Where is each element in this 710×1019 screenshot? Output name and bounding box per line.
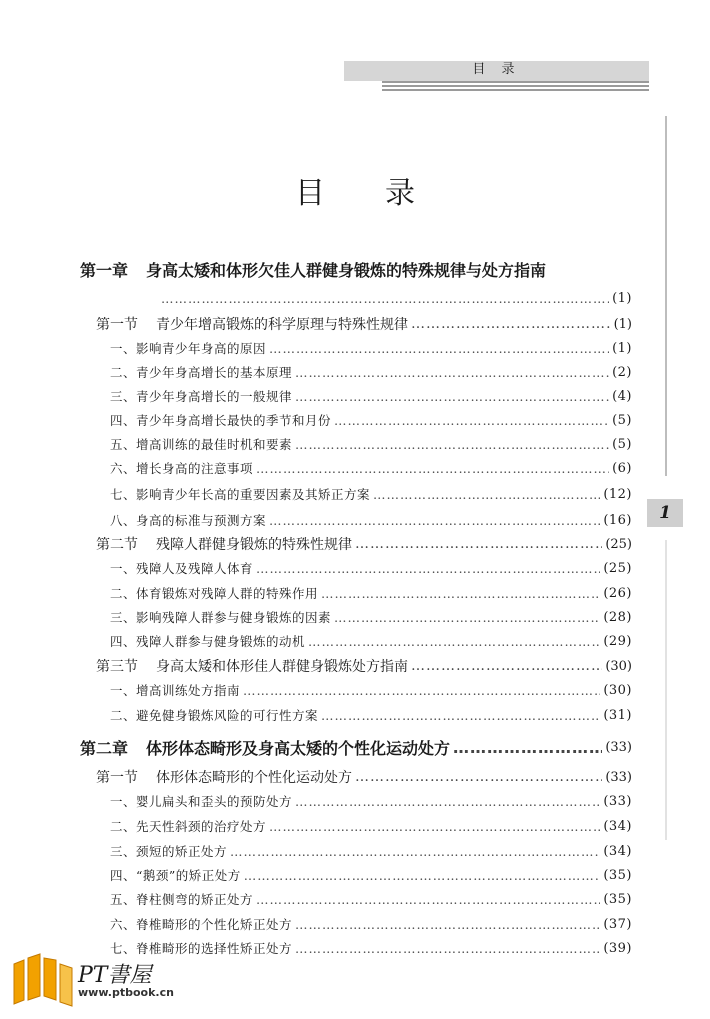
toc-number: 第一节: [96, 317, 138, 333]
toc-title: 三、影响残障人群参与健身锻炼的因素: [110, 610, 332, 625]
toc-entry: [110, 679, 632, 701]
leader-dots: [295, 794, 600, 809]
toc-title: 六、增长身高的注意事项: [110, 461, 254, 476]
leader-dots: [269, 341, 609, 356]
toc-page-number: (30): [605, 658, 632, 674]
toc-page-number: (12): [603, 486, 632, 502]
leader-dots: [269, 513, 600, 528]
leader-dots: [355, 769, 602, 785]
toc-entry: [110, 509, 632, 531]
toc-page-number: (25): [605, 536, 632, 552]
toc-title: 五、增高训练的最佳时机和要素: [110, 437, 293, 452]
toc-page-number: (35): [603, 891, 632, 907]
toc-number: 第二章: [80, 738, 129, 758]
toc-entry: [110, 582, 632, 604]
leader-dots: [256, 561, 600, 576]
toc-title: 体形体态畸形及身高太矮的个性化运动处方: [146, 738, 451, 758]
toc-entry: [110, 433, 632, 455]
toc-text: [110, 559, 253, 577]
toc-text: [110, 584, 318, 602]
toc-page-number: (30): [603, 682, 632, 698]
leader-dots: [295, 917, 600, 932]
toc-title: 身高太矮和体形佳人群健身锻炼处方指南: [156, 659, 408, 675]
toc-entry: [110, 361, 632, 383]
toc-text: [110, 890, 253, 908]
toc-page-number: (25): [603, 560, 632, 576]
toc-entry: [158, 287, 632, 309]
toc-text: [110, 485, 370, 503]
toc-title: 一、影响青少年身高的原因: [110, 341, 267, 356]
toc-page-number: (2): [612, 364, 632, 380]
margin-rule-lower: [665, 540, 667, 840]
toc-entry: [110, 385, 632, 407]
leader-dots: [411, 316, 611, 332]
toc-title: 体形体态畸形的个性化运动处方: [156, 770, 352, 786]
toc-title: 二、体育锻炼对残障人群的特殊作用: [110, 586, 319, 601]
toc-section: [96, 655, 632, 677]
leader-dots: [243, 683, 600, 698]
toc-text: [110, 387, 292, 405]
leader-dots: [161, 291, 609, 306]
toc-title: 四、残障人群参与健身锻炼的动机: [110, 634, 306, 649]
toc-number: 第一章: [80, 260, 129, 280]
toc-title: 六、脊椎畸形的个性化矫正处方: [110, 917, 293, 932]
leader-dots: [308, 634, 600, 649]
toc-page-number: (28): [603, 609, 632, 625]
toc-chapter: [80, 258, 632, 280]
toc-title: 残障人群健身锻炼的特殊性规律: [156, 537, 352, 553]
toc-entry: [110, 457, 632, 479]
toc-text: [110, 511, 266, 529]
toc-page-number: (37): [603, 916, 632, 932]
leader-dots: [334, 413, 609, 428]
toc-page-number: (35): [603, 867, 632, 883]
toc-entry: [110, 864, 632, 886]
toc-page-number: (34): [603, 843, 632, 859]
toc-page-number: (1): [612, 340, 632, 356]
toc-text: [110, 706, 318, 724]
toc-title: 一、增高训练处方指南: [110, 683, 241, 698]
toc-entry: [110, 337, 632, 359]
toc-page-number: (34): [603, 818, 632, 834]
toc-text: [110, 681, 240, 699]
leader-dots: [321, 708, 600, 723]
toc-title: 七、脊椎畸形的选择性矫正处方: [110, 941, 293, 956]
toc-chapter: [80, 736, 632, 758]
toc-title: 八、身高的标准与预测方案: [110, 513, 267, 528]
toc-number: 第三节: [96, 659, 138, 675]
toc-title: 四、“鹅颈”的矫正处方: [110, 868, 241, 883]
toc-text: [110, 459, 253, 477]
toc-page-number: (6): [612, 460, 632, 476]
toc-entry: [110, 888, 632, 910]
leader-dots: [230, 844, 600, 859]
leader-dots: [244, 868, 601, 883]
toc-title: 七、影响青少年长高的重要因素及其矫正方案: [110, 487, 371, 502]
toc-title: 三、颈短的矫正处方: [110, 844, 228, 859]
toc-page-number: (5): [612, 436, 632, 452]
leader-dots: [295, 941, 600, 956]
toc-page-number: (1): [613, 316, 632, 332]
leader-dots: [334, 610, 600, 625]
toc-text: [110, 435, 292, 453]
toc-text: [96, 656, 408, 676]
toc-text: [96, 767, 352, 787]
toc-text: [80, 258, 546, 281]
toc-page-number: (33): [605, 739, 632, 755]
toc-number: 第二节: [96, 537, 138, 553]
toc-text: [110, 842, 227, 860]
toc-text: [80, 736, 450, 759]
toc-title: 二、避免健身锻炼风险的可行性方案: [110, 708, 319, 723]
toc-entry: [110, 913, 632, 935]
toc-entry: [110, 483, 632, 505]
leader-dots: [256, 461, 609, 476]
running-header: 目 录: [472, 62, 521, 77]
toc-page-number: (31): [603, 707, 632, 723]
leader-dots: [453, 738, 602, 757]
toc-text: [110, 632, 305, 650]
toc-section: [96, 313, 632, 335]
toc-page-number: (5): [612, 412, 632, 428]
page-title: 目录: [295, 176, 475, 211]
toc-page-number: (39): [603, 940, 632, 956]
watermark-name: PT書屋: [78, 963, 152, 988]
toc-text: [110, 915, 292, 933]
toc-text: [96, 534, 352, 554]
toc-entry: [110, 790, 632, 812]
toc-text: [110, 363, 292, 381]
toc-title: 二、先天性斜颈的治疗处方: [110, 819, 267, 834]
leader-dots: [295, 365, 609, 380]
toc-entry: [110, 815, 632, 837]
toc-page-number: (26): [603, 585, 632, 601]
toc-text: [110, 608, 331, 626]
toc-page-number: (4): [612, 388, 632, 404]
toc-entry: [110, 840, 632, 862]
leader-dots: [295, 437, 609, 452]
header-stripes: [382, 81, 649, 93]
toc-entry: [110, 557, 632, 579]
toc-entry: [110, 630, 632, 652]
toc-page-number: (1): [612, 290, 632, 306]
toc-text: [110, 792, 292, 810]
toc-section: [96, 533, 632, 555]
toc-number: 第一节: [96, 770, 138, 786]
toc-text: [110, 411, 331, 429]
toc-entry: [110, 409, 632, 431]
toc-page-number: (33): [605, 769, 632, 785]
toc-text: [110, 817, 266, 835]
toc-title: 五、脊柱侧弯的矫正处方: [110, 892, 254, 907]
toc-title: 三、青少年身高增长的一般规律: [110, 389, 293, 404]
leader-dots: [411, 658, 602, 674]
leader-dots: [295, 389, 609, 404]
toc-text: [96, 314, 408, 334]
toc-title: 一、婴儿扁头和歪头的预防处方: [110, 794, 293, 809]
toc-page-number: (16): [603, 512, 632, 528]
toc-entry: [110, 704, 632, 726]
leader-dots: [256, 892, 600, 907]
leader-dots: [355, 536, 602, 552]
toc-title: 身高太矮和体形欠佳人群健身锻炼的特殊规律与处方指南: [146, 260, 547, 280]
page-number-tab: 1: [647, 499, 683, 527]
toc-page-number: (33): [603, 793, 632, 809]
toc-entry: [110, 606, 632, 628]
toc-page-number: (29): [603, 633, 632, 649]
leader-dots: [373, 487, 600, 502]
toc-title: 四、青少年身高增长最快的季节和月份: [110, 413, 332, 428]
toc-title: 青少年增高锻炼的科学原理与特殊性规律: [156, 317, 408, 333]
toc-section: [96, 766, 632, 788]
toc-title: 二、青少年身高增长的基本原理: [110, 365, 293, 380]
watermark-url: www.ptbook.cn: [78, 986, 174, 999]
toc-text: [110, 866, 241, 884]
toc-title: 一、残障人及残障人体育: [110, 561, 254, 576]
leader-dots: [269, 819, 600, 834]
leader-dots: [321, 586, 600, 601]
toc-text: [110, 339, 266, 357]
